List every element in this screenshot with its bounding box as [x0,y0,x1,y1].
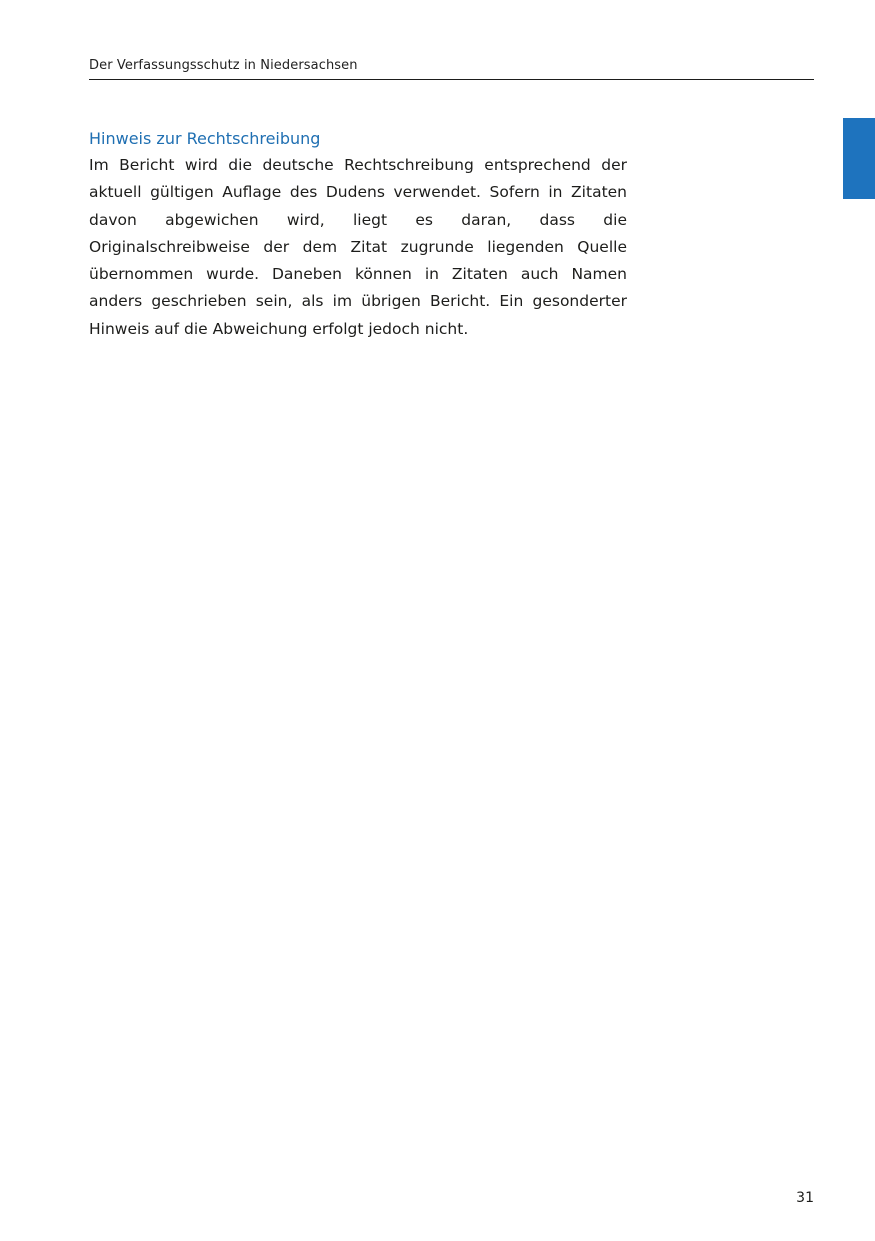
header-divider [89,79,814,80]
running-header-title: Der Verfassungsschutz in Niedersachsen [89,58,358,73]
chapter-tab-marker [843,118,875,199]
section-paragraph: Im Bericht wird die deutsche Rechtschreibung entsprechend der aktuell gültigen Auflage des Dudens verwendet. Sofern in Zitaten davon abgewichen wird, liegt es daran, dass die Originalschreibweise der dem Zitat zugrunde liegenden Quelle übernommen wurde. Daneben können in Zitaten auch Namen anders geschrieben sein, als im übrigen Bericht. Ein gesonderter Hinweis auf die Abweichung erfolgt jedoch nicht. [89,156,627,338]
section-heading: Hinweis zur Rechtschreibung [89,129,321,148]
page-number: 31 [796,1190,814,1206]
